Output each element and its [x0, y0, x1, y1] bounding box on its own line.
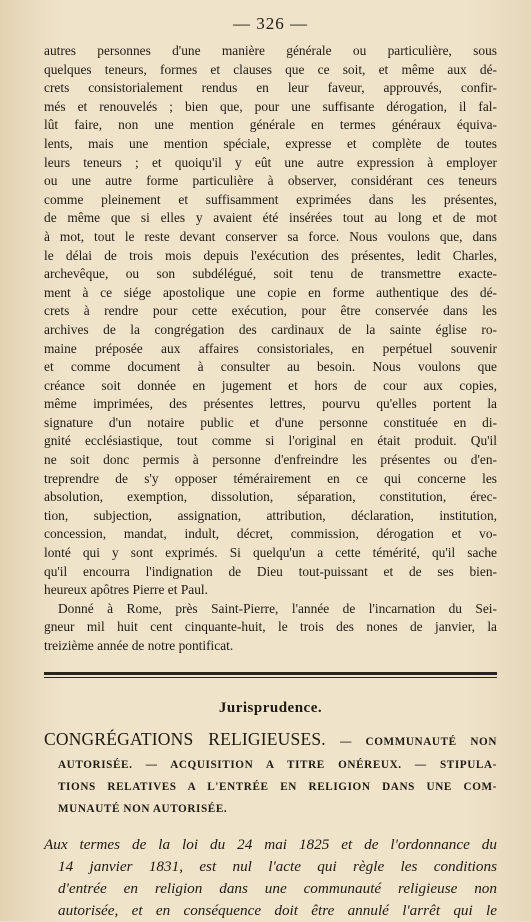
text-line: lonté qui y sont exprimés. Si quelqu'un a cette témérité, qu'il sache: [44, 545, 497, 561]
italic-summary-line: d'entrée en religion dans une communauté religieuse non: [58, 879, 497, 897]
text-line: archives de la congrégation des cardinaux de la sainte église ro-: [44, 321, 497, 337]
text-line: comme pleinement et suffisamment exprimées dans les présentes,: [44, 191, 497, 207]
page-number: — 326 —: [233, 14, 308, 33]
text-line: gnité ecclésiastique, tout comme si l'original en était produit. Qu'il: [44, 433, 497, 449]
text-line: absolution, exemption, dissolution, séparation, constitution, érec-: [44, 489, 497, 505]
italic-summary-line: 14 janvier 1831, est nul l'acte qui règle les conditions: [58, 857, 497, 875]
section-title: Jurisprudence.: [218, 699, 323, 716]
text-line: signature d'un notaire public et d'une personne constituée en di-: [44, 414, 497, 430]
text-line: més et renouvelés ; bien que, pour une suffisante dérogation, il fal-: [44, 98, 497, 114]
italic-summary-line: Aux termes de la loi du 24 mai 1825 et de l'ordonnance du: [44, 835, 497, 853]
text-line: gneur mil huit cent cinquante-huit, le trois des nones de janvier, la: [44, 619, 497, 635]
text-line: le délai de trois mois depuis l'exécution des présentes, ledit Charles,: [44, 247, 497, 263]
paragraph-decree-text: [44, 42, 497, 600]
text-line: même imprimées, des présentes lettres, pourvu qu'elles portent la: [44, 396, 497, 412]
text-line: Donné à Rome, près Saint-Pierre, l'année de l'incarnation du Sei-: [58, 600, 497, 616]
divider-thick-line: [44, 672, 497, 675]
text-line: lût faire, non une mention générale en termes généraux équiva-: [44, 117, 497, 133]
case-heading-line: TIONS RELATIVES A L'ENTRÉE EN RELIGION DANS UNE COM-: [58, 780, 497, 793]
text-line: à mot, tout le reste devant conserver sa force. Nous voulons que, dans: [44, 228, 497, 244]
text-line: lents, mais une mention spéciale, expresse et complète de toutes: [44, 135, 497, 151]
text-line: crets à rendre pour cette exécution, pour être conservée dans les: [44, 303, 497, 319]
text-line: qu'il encourra l'indignation de Dieu tout-puissant et de ses bien-: [44, 563, 497, 579]
case-heading-main: CONGRÉGATIONS RELIGIEUSES.: [44, 728, 326, 749]
text-line: et comme document à consulter au besoin. Nous voulons que: [44, 359, 497, 375]
divider-thin-line: [44, 677, 497, 678]
case-heading-first-rest: — COMMUNAUTÉ NON: [340, 735, 497, 748]
case-heading-line: MUNAUTÉ NON AUTORISÉE.: [58, 802, 228, 815]
text-line: ou une autre forme particulière à observer, considérant ces teneurs: [44, 173, 497, 189]
case-summary-italic: [44, 834, 497, 922]
text-line: crets consistorialement rendus en leur faveur, approuvés, confir-: [44, 80, 497, 96]
case-heading-first-line: [44, 727, 497, 754]
text-line: heureux apôtres Pierre et Paul.: [44, 582, 208, 598]
text-line: treprendre de s'y opposer témérairement en ce qui concerne les: [44, 470, 497, 486]
text-line: ne soit donc permis à personne d'enfreindre les présentes ou d'en-: [44, 452, 497, 468]
section-divider: [44, 672, 497, 678]
case-heading: [44, 727, 497, 820]
text-line: de même que si elles y avaient été insérées tout au long et de mot: [44, 210, 497, 226]
text-line: leurs teneurs ; et quoiqu'il y eût une autre expression à employer: [44, 154, 497, 170]
case-heading-line: AUTORISÉE. — ACQUISITION A TITRE ONÉREUX. — STIPULA-: [58, 758, 497, 771]
text-line: tion, subjection, assignation, attribution, déclaration, institution,: [44, 507, 497, 523]
text-line: créance soit donnée en jugement et hors de cour aux copies,: [44, 377, 497, 393]
text-line: ment à ce siége apostolique une copie en forme authentique des dé-: [44, 284, 497, 300]
text-line: autres personnes d'une manière générale ou particulière, sous: [44, 43, 497, 58]
text-line: concession, mandat, indult, décret, commission, dérogation et vo-: [44, 526, 497, 542]
paragraph-date-given: [44, 600, 497, 656]
text-line: quelques teneurs, formes et clauses que ce soit, et même aux dé-: [44, 61, 497, 77]
text-line: maine préposée aux affaires consistoriales, en perpétuel souvenir: [44, 340, 497, 356]
text-line: archevêque, ou son subdélégué, soit tenu de transmettre exacte-: [44, 266, 497, 282]
text-line: treizième année de notre pontificat.: [44, 638, 234, 653]
italic-summary-line: autorisée, et en conséquence doit être annulé l'arrêt qui le: [58, 901, 497, 919]
